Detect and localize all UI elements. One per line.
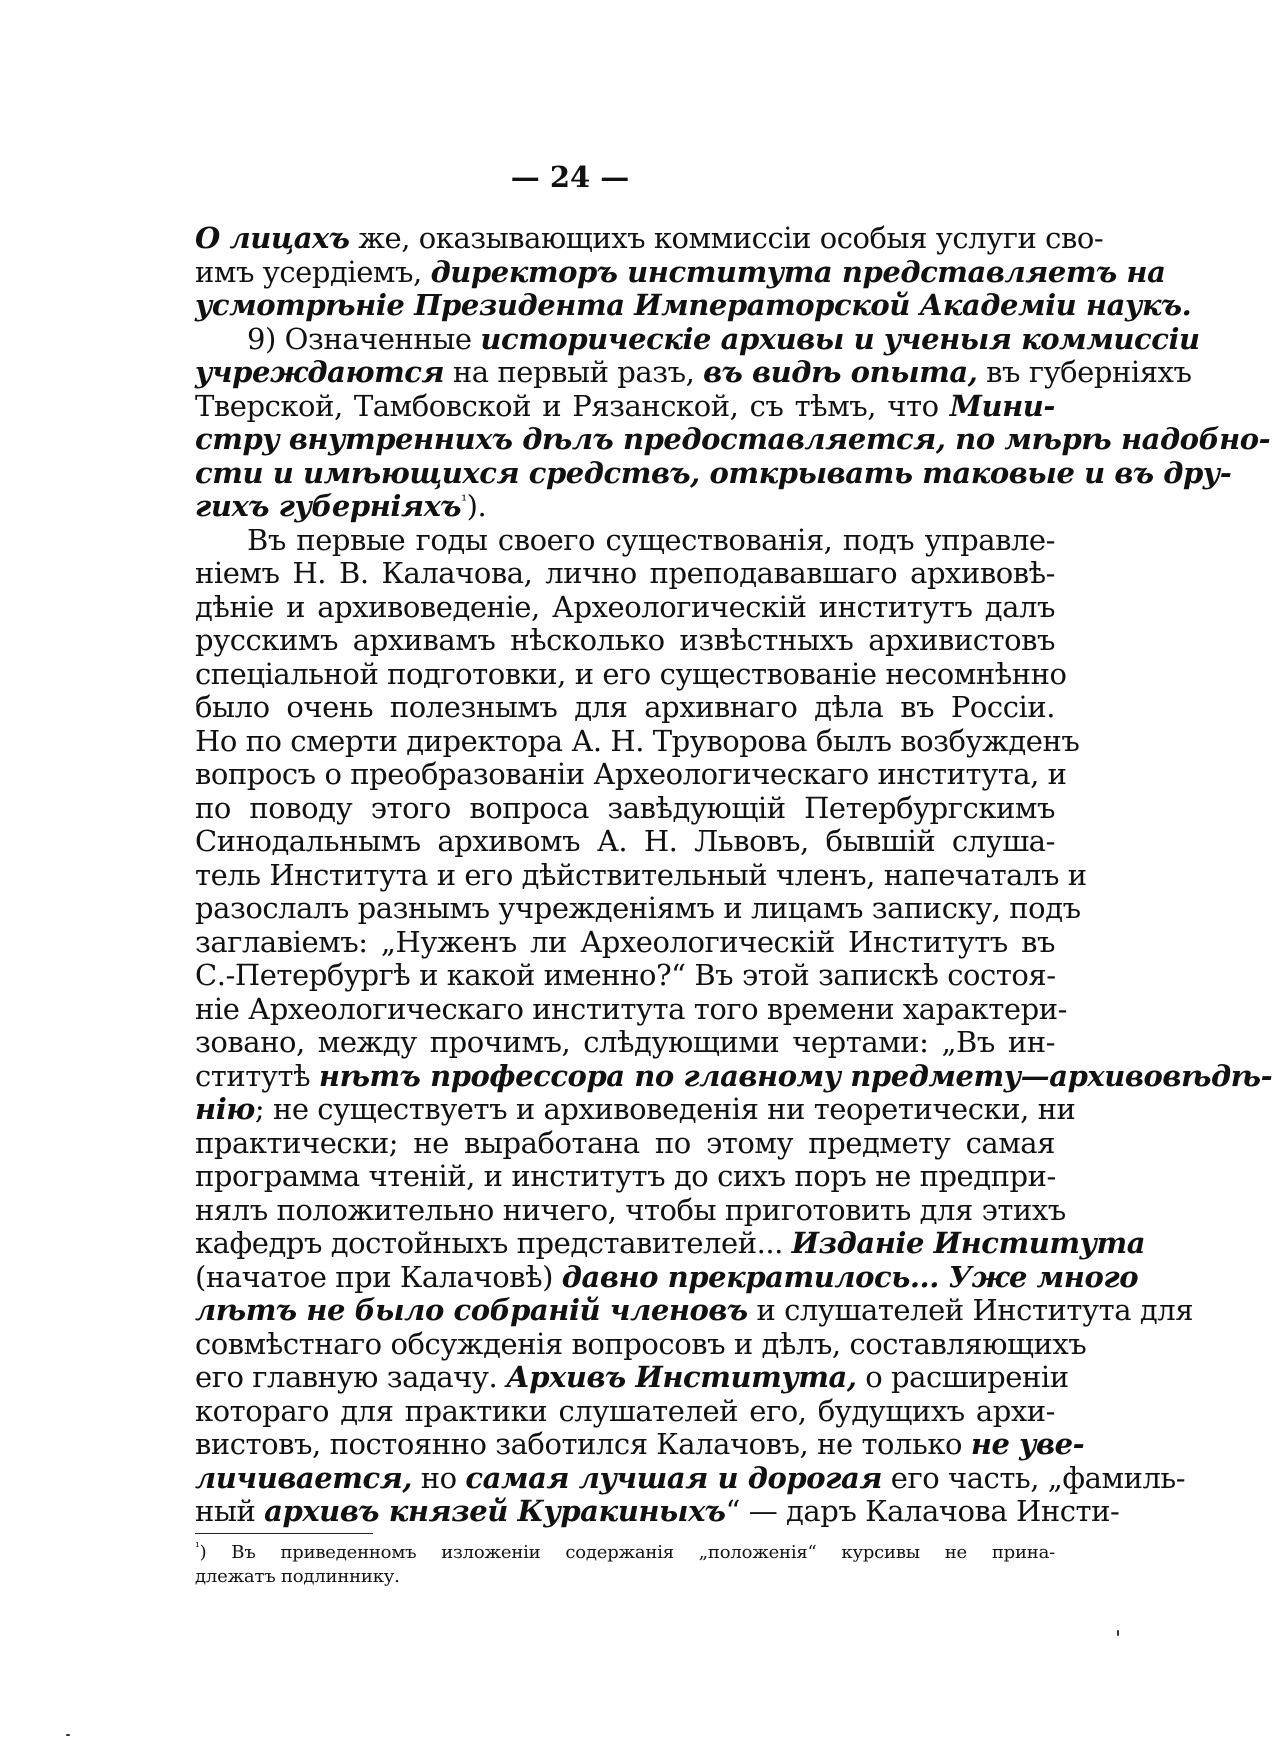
text-segment: Въ первые годы своего существованія, подъ управле- [247,522,1055,557]
footnote-marker: ¹ [461,491,467,510]
text-line [195,959,1055,993]
text-line [195,723,1080,759]
text-line [195,1127,1055,1161]
emphasized-text: сти и имѣющихся средствъ, открывать таковые и въ дру- [195,455,1232,490]
text-segment: (начатое при Калачовѣ) [195,1259,562,1294]
text-line [195,1092,1076,1127]
text-line [195,1226,1146,1261]
text-segment: ніемъ Н. В. Калачова, лично преподававшаго архивовѣ- [195,556,1055,590]
text-line [195,288,1192,323]
text-line [195,1259,1139,1295]
emphasized-text: самая лучшая и дорогая [465,1460,882,1495]
text-segment: дѣніе и архивоведеніе, Археологическій институтъ далъ [195,589,1055,624]
text-segment: ). [466,489,487,523]
text-segment: ніе Археологическаго института того времени характери- [195,991,1067,1026]
page-number: — 24 — [510,160,630,194]
text-segment: разослалъ разнымъ учрежденіямъ и лицамъ записку, подъ [195,891,1081,925]
text-segment: ститутѣ [195,1058,319,1093]
text-line [195,221,1104,256]
text-line [195,524,1055,558]
text-segment: ный [195,1494,265,1528]
text-line [195,1160,1055,1194]
text-segment: спеціальной подготовки, и его существованіе несомнѣнно [195,656,1067,691]
emphasized-text: Архивъ Института, [506,1360,857,1394]
text-line [195,691,1055,725]
text-segment: имъ усердіемъ, [195,254,431,289]
emphasized-text: Мини- [949,388,1055,423]
text-segment: его главную задачу. [195,1360,507,1394]
text-line [195,1494,1120,1529]
text-segment: въ губерніяхъ [977,355,1192,389]
emphasized-text: гихъ губерніяхъ [195,489,462,523]
text-segment: ; не существуетъ и архивоведенія ни теоретически, ни [254,1092,1076,1126]
emphasized-text: личивается, [195,1460,412,1495]
text-segment: нялъ положительно ничего, чтобы приготовить для этихъ [195,1192,1066,1227]
text-line [195,490,1055,524]
text-line [195,1427,1085,1462]
emphasized-text: въ видѣ опыта, [703,355,978,389]
emphasized-text: лѣтъ не было собраній членовъ [195,1293,748,1327]
emphasized-text: архивъ князей Куракиныхъ [264,1494,726,1528]
text-line [195,1360,1069,1395]
text-line [195,825,1055,859]
text-segment: и слушателей Института для [747,1293,1194,1327]
text-line [195,1395,1055,1429]
text-line [195,656,1067,692]
text-segment: Синодальнымъ архивомъ А. Н. Львовъ, бывшій слуша- [195,824,1055,858]
text-segment: же, оказывающихъ коммиссіи особыя услуги сво- [349,221,1104,255]
text-line [195,1026,1055,1060]
text-segment: зовано, между прочимъ, слѣдующими чертами: „Въ ин- [195,1025,1055,1059]
text-segment: программа чтеній, и институтъ до сихъ поръ не предпри- [195,1159,1056,1193]
print-speck [66,1734,70,1736]
text-line [195,991,1067,1027]
emphasized-text: историческіе архивы и ученыя коммиссіи [480,321,1200,356]
text-segment: совмѣстнаго обсужденія вопросовъ и дѣлъ, составляющихъ [195,1326,1087,1361]
text-line [195,422,1271,457]
emphasized-text: нію [195,1092,255,1126]
text-line [195,455,1232,491]
text-line [195,857,1087,893]
print-speck [1117,1630,1119,1636]
text-segment: длежатъ подлиннику. [195,1566,400,1587]
text-line [195,557,1055,591]
text-line [195,1460,1186,1496]
text-segment: но [411,1460,466,1495]
text-line [195,1192,1066,1228]
text-line [195,891,1081,926]
text-segment: вистовъ, постоянно заботился Калачовъ, не только [195,1427,971,1461]
text-segment: ) Въ приведенномъ изложеніи содержанія „положенія“ курсивы не прина- [199,1542,1055,1563]
text-line [195,321,1200,357]
text-line [195,390,1055,424]
text-line [195,1326,1087,1362]
text-segment: С.-Петербургѣ и какой именно?“ Въ этой запискѣ состоя- [195,958,1056,992]
text-segment: на первый разъ, [444,355,704,389]
emphasized-text: директоръ института представляетъ на [430,254,1166,289]
emphasized-text: усмотрѣніе Президента Императорской Академіи наукъ. [195,288,1192,322]
text-segment: было очень полезнымъ для архивнаго дѣла въ Россіи. [195,690,1055,724]
text-line [195,591,1055,625]
emphasized-text: учреждаются [195,355,445,389]
text-segment: Тверской, Тамбовской и Рязанской, съ тѣмъ, что [195,388,950,423]
emphasized-text: давно прекратилось... Уже много [561,1259,1139,1294]
text-segment: вопросъ о преобразованіи Археологическаго института, и [195,757,1067,791]
text-line [195,792,1055,826]
text-segment: русскимъ архивамъ нѣсколько извѣстныхъ архивистовъ [195,623,1055,657]
emphasized-text: стру внутреннихъ дѣлъ предоставляется, по мѣрѣ надобно- [195,422,1271,456]
emphasized-text: не уве- [970,1427,1085,1461]
text-line [195,254,1166,290]
body-text [195,221,1272,1529]
text-segment: 9) Означенные [247,321,481,356]
footnote-line [195,1565,1055,1589]
footnote-line [195,1541,1055,1565]
footnote-marker: ¹ [195,1540,200,1554]
text-segment: котораго для практики слушателей его, будущихъ архи- [195,1393,1055,1428]
text-segment: о расширеніи [856,1360,1069,1394]
text-segment: заглавіемъ: „Нуженъ ли Археологическій Институтъ въ [195,924,1055,959]
text-line [195,1058,1272,1094]
text-segment: по поводу этого вопроса завѣдующій Петербургскимъ [195,790,1055,825]
footnote [195,1541,1055,1589]
text-segment: его часть, „фамиль- [881,1460,1186,1495]
text-line [195,926,1055,960]
text-line [195,624,1055,658]
text-segment: практически; не выработана по этому предмету самая [195,1125,1055,1160]
text-line [195,757,1067,792]
footnote-rule [195,1533,373,1534]
text-line [195,1293,1194,1328]
text-line [195,355,1192,390]
text-segment: тель Института и его дѣйствительный членъ, напечаталъ и [195,857,1087,892]
text-segment: Но по смерти директора А. Н. Труворова былъ возбужденъ [195,723,1080,758]
emphasized-text: Изданіе Института [791,1226,1146,1260]
emphasized-text: нѣтъ профессора по главному предмету—архивовѣдѣ- [318,1058,1272,1093]
emphasized-text: О лицахъ [195,221,350,255]
text-segment: кафедръ достойныхъ представителей... [195,1226,792,1260]
text-segment: “ — даръ Калачова Инсти- [725,1494,1120,1528]
